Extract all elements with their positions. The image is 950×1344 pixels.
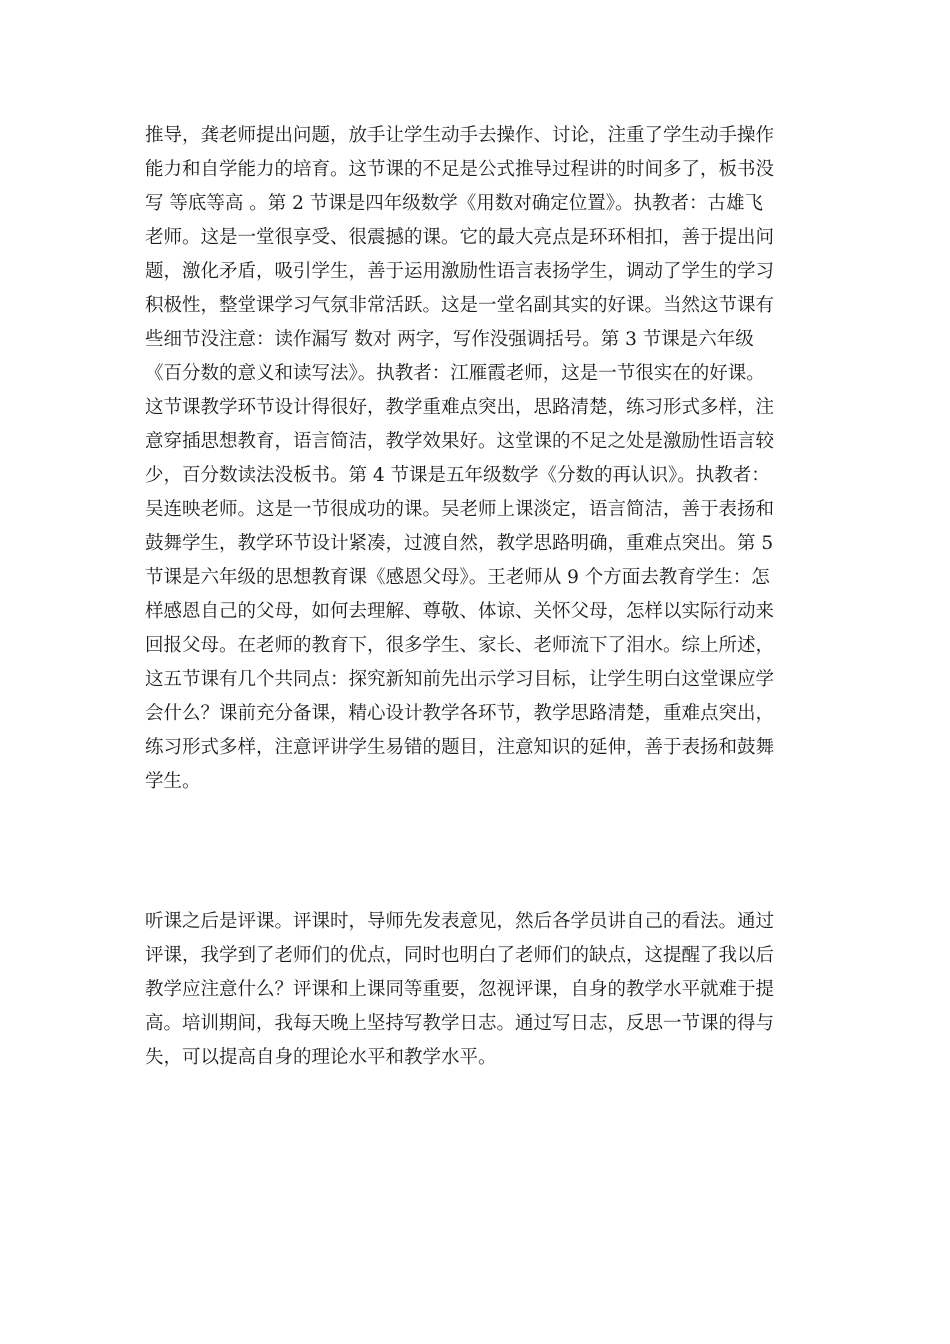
text-line: 能力和自学能力的培育。这节课的不足是公式推导过程讲的时间多了，板书没 [145,159,775,180]
text-line: 《百分数的意义和读写法》。执教者：江雁霞老师，这是一节很实在的好课。 [145,363,765,384]
text-line: 这节课教学环节设计得很好，教学重难点突出，思路清楚，练习形式多样，注 [145,397,775,418]
text-line: 少，百分数读法没板书。第 4 节课是五年级数学《分数的再认识》。执教者： [145,465,770,486]
text-line: 题，激化矛盾，吸引学生，善于运用激励性语言表扬学生，调动了学生的学习 [145,261,775,282]
text-line: 会什么？课前充分备课，精心设计教学各环节，教学思路清楚，重难点突出， [145,703,775,724]
text-line: 回报父母。在老师的教育下，很多学生、家长、老师流下了泪水。综上所述， [145,635,775,656]
text-line: 听课之后是评课。评课时，导师先发表意见，然后各学员讲自己的看法。通过 [145,911,775,932]
text-line: 失，可以提高自身的理论水平和教学水平。 [145,1047,497,1068]
text-line: 练习形式多样，注意评讲学生易错的题目，注意知识的延伸，善于表扬和鼓舞 [145,737,775,758]
text-line: 评课，我学到了老师们的优点，同时也明白了老师们的缺点，这提醒了我以后 [145,945,775,966]
text-line: 积极性，整堂课学习气氛非常活跃。这是一堂名副其实的好课。当然这节课有 [145,295,775,316]
text-line: 些细节没注意：读作漏写 数对 两字，写作没强调括号。第 3 节课是六年级 [145,329,754,350]
paragraph-lesson-evaluation [145,905,805,1075]
text-line: 老师。这是一堂很享受、很震撼的课。它的最大亮点是环环相扣，善于提出问 [145,227,775,248]
text-line: 意穿插思想教育，语言简洁，教学效果好。这堂课的不足之处是激励性语言较 [145,431,775,452]
paragraph-lesson-reviews [145,119,805,799]
text-line: 学生。 [145,771,201,792]
text-line: 节课是六年级的思想教育课《感恩父母》。王老师从 9 个方面去教育学生：怎 [145,567,770,588]
text-line: 这五节课有几个共同点：探究新知前先出示学习目标，让学生明白这堂课应学 [145,669,775,690]
text-line: 高。培训期间，我每天晚上坚持写教学日志。通过写日志，反思一节课的得与 [145,1013,775,1034]
text-line: 推导，龚老师提出问题，放手让学生动手去操作、讨论，注重了学生动手操作 [145,125,775,146]
text-line: 写 等底等高 。第 2 节课是四年级数学《用数对确定位置》。执教者：古雄飞 [145,193,764,214]
text-line: 样感恩自己的父母，如何去理解、尊敬、体谅、关怀父母，怎样以实际行动来 [145,601,775,622]
text-line: 教学应注意什么？评课和上课同等重要，忽视评课，自身的教学水平就难于提 [145,979,775,1000]
text-line: 鼓舞学生，教学环节设计紧凑，过渡自然，教学思路明确，重难点突出。第 5 [145,533,774,554]
text-line: 吴连映老师。这是一节很成功的课。吴老师上课淡定，语言简洁，善于表扬和 [145,499,775,520]
